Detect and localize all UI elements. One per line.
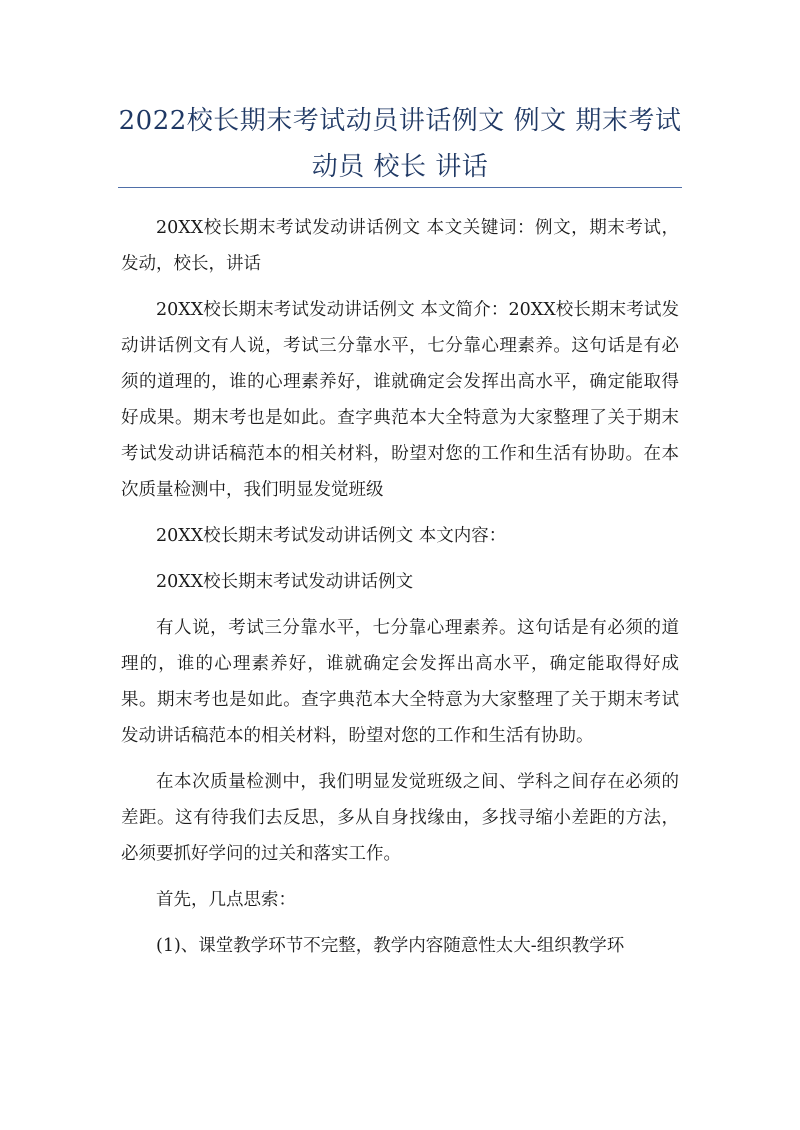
paragraph-body-2: 在本次质量检测中，我们明显发觉班级之间、学科之间存在必须的差距。这有待我们去反思，多从自身找缘由，多找寻缩小差距的方法，必须要抓好学问的过关和落实工作。 (121, 772, 679, 864)
paragraph-content-heading: 20XX校长期末考试发动讲话例文 本文内容： (156, 526, 507, 546)
document-title: 2022校长期末考试动员讲话例文 例文 期末考试 动员 校长 讲话 (118, 106, 682, 182)
paragraph-body-1: 有人说，考试三分靠水平，七分靠心理素养。这句话是有必须的道理的，谁的心理素养好，谁就确定会发挥出高水平，确定能取得好成果。期末考也是如此。查字典范本大全特意为大家整理了关于期末考试发动讲话稿范本的相关材料，盼望对您的工作和生活有协助。 (121, 618, 679, 746)
paragraph-summary: 20XX校长期末考试发动讲话例文 本文简介：20XX校长期末考试发动讲话例文有人说，考试三分靠水平，七分靠心理素养。这句话是有必须的道理的，谁的心理素养好，谁就确定会发挥出高水平，确定能取得好成果。期末考也是如此。查字典范本大全特意为大家整理了关于期末考试发动讲话稿范本的相关材料，盼望对您的工作和生活有协助。在本次质量检测中，我们明显发觉班级 (121, 300, 679, 500)
title-divider (118, 187, 682, 188)
paragraph-body-4: (1)、课堂教学环节不完整，教学内容随意性太大-组织教学环 (156, 936, 625, 956)
paragraph-keywords: 20XX校长期末考试发动讲话例文 本文关键词：例文，期末考试，发动，校长，讲话 (121, 218, 679, 274)
paragraph-article-title: 20XX校长期末考试发动讲话例文 (156, 572, 414, 592)
document-body (121, 210, 679, 974)
paragraph-body-3: 首先，几点思索： (156, 890, 296, 910)
